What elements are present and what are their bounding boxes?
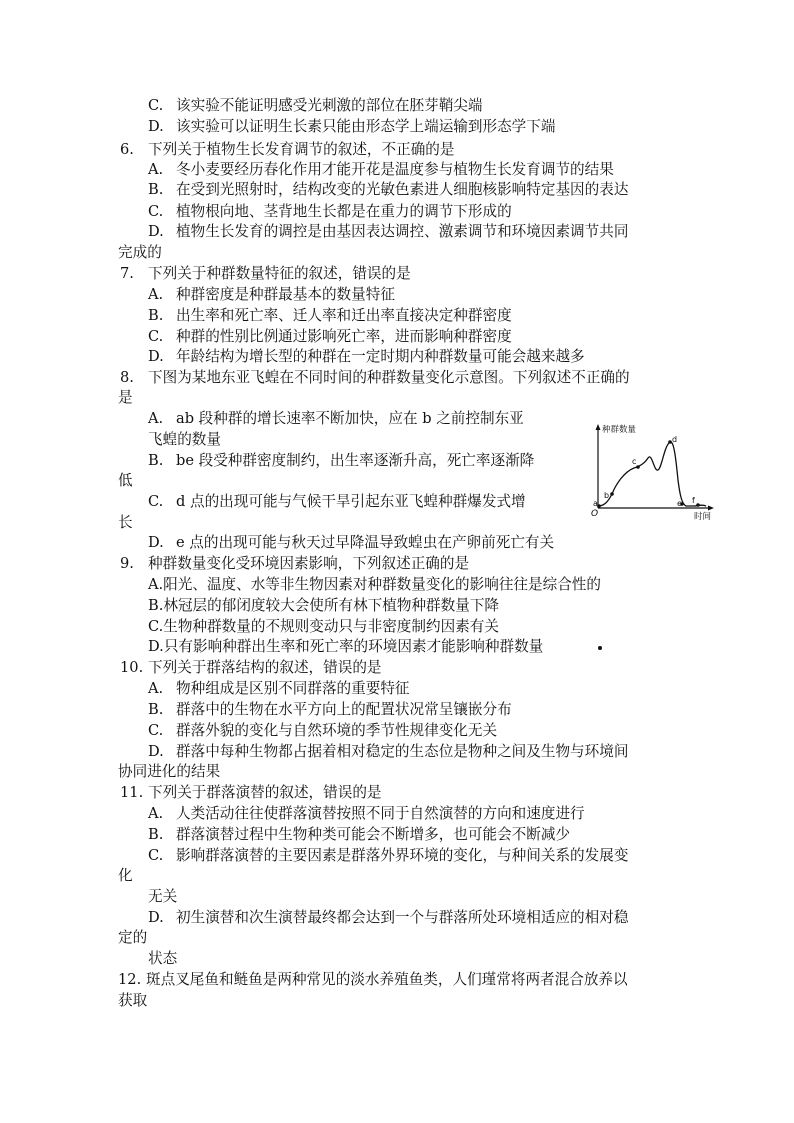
population-chart [586,420,716,524]
text-line [148,160,614,180]
question-number: 10. [120,659,144,676]
line-text: 物种组成是区别不同群落的重要特征 [176,680,410,697]
line-text: A.阳光、温度、水等非生物因素对种群数量变化的影响往往是综合性的 [148,576,601,593]
label-c: c [632,457,637,466]
label-b: b [604,491,610,500]
population-curve [598,442,706,506]
line-text: 种群的性别比例通过影响死亡率，进而影响种群密度 [176,328,512,345]
option-label: D. [148,534,164,551]
line-text: 下列关于植物生长发育调节的叙述，不正确的是 [148,141,455,158]
text-line [118,928,147,948]
stray-dot [598,646,602,650]
line-text: 在受到光照射时，结构改变的光敏色素进人细胞核影响特定基因的表达 [176,181,629,198]
text-line [148,846,628,866]
line-text: be 段受种群密度制约，出生率逐渐升高，死亡率逐渐降 [176,452,535,469]
line-text: 影响群落演替的主要因素是群落外界环境的变化，与种间关系的发展变 [176,847,629,864]
option-label: A. [148,410,164,427]
text-line [118,513,133,533]
option-label: A. [148,161,164,178]
text-line [148,451,534,471]
line-text: 该实验可以证明生长素只能由形态学上端运输到形态学下端 [176,118,556,135]
option-label: A. [148,805,164,822]
question-number: 11. [120,784,144,801]
text-line [120,264,411,284]
option-label: D. [148,743,164,760]
line-text: 该实验不能证明感受光刺激的部位在胚芽鞘尖端 [176,97,483,114]
line-text: 冬小麦要经历春化作用才能开花是温度参与植物生长发育调节的结果 [176,161,614,178]
label-f: f [692,496,695,505]
label-a: a [593,499,598,508]
text-line [148,430,221,450]
text-line [120,368,630,388]
option-label: C. [148,493,164,510]
line-text: 斑点叉尾鱼和鲢鱼是两种常见的淡水养殖鱼类，人们瑾常将两者混合放养以 [146,971,628,988]
line-text: 年龄结构为增长型的种群在一定时期内种群数量可能会越来越多 [176,348,585,365]
point-f [696,503,700,507]
option-label: B. [148,181,164,198]
option-label: C. [148,203,164,220]
x-axis-arrow [708,506,714,511]
text-line [148,285,395,305]
text-line [120,554,469,574]
text-line [120,140,454,160]
option-label: C. [148,328,164,345]
text-line [148,347,585,367]
text-line [148,96,482,116]
text-line [118,866,133,886]
text-line [148,492,526,512]
line-text: 下列关于种群数量特征的叙述，错误的是 [148,265,411,282]
option-label: C. [148,847,164,864]
text-line [148,637,543,657]
text-line [148,533,554,553]
text-line [148,721,497,741]
text-line [148,804,585,824]
point-c [636,465,640,469]
line-text: 植物根向地、茎背地生长都是在重力的调节下形成的 [176,203,512,220]
line-text: 长 [118,514,133,531]
line-text: 完成的 [118,244,162,261]
option-label: D. [148,223,164,240]
text-line [148,117,555,137]
text-line [118,991,147,1011]
line-text: e 点的出现可能与秋天过早降温导致蝗虫在产卵前死亡有关 [176,534,555,551]
text-line [148,180,628,200]
text-line [148,575,601,595]
question-number: 12. [118,971,142,988]
text-line [148,679,410,699]
question-number: 8. [120,369,134,386]
option-label: C. [148,97,164,114]
text-line [148,202,512,222]
option-label: A. [148,286,164,303]
line-text: 状态 [148,950,178,967]
line-text: ab 段种群的增长速率不断加快，应在 b 之前控制东亚 [176,410,524,427]
text-line [148,306,512,326]
line-text: 植物生长发育的调控是由基因表达调控、激素调节和环境因素调节共同 [176,223,629,240]
option-label: D. [148,118,164,135]
text-line [148,949,177,969]
text-line [148,617,499,637]
label-e: e [677,499,682,508]
line-text: 是 [118,389,133,406]
line-text: 初生演替和次生演替最终都会达到一个与群落所处环境相适应的相对稳 [176,909,629,926]
line-text: 人类活动往往使群落演替按照不同于自然演替的方向和速度进行 [176,805,585,822]
text-line [148,222,628,242]
question-number: 7. [120,265,134,282]
text-line [148,825,570,845]
line-text: 无关 [148,888,178,905]
y-axis-label: 种群数量 [602,425,637,435]
text-line [118,243,162,263]
label-d: d [672,435,678,444]
line-text: 种群密度是种群最基本的数量特征 [176,286,395,303]
line-text: 飞蝗的数量 [148,431,221,448]
line-text: B.林冠层的郁闭度较大会使所有林下植物种群数量下降 [148,597,500,614]
text-line [118,970,628,990]
option-label: B. [148,701,164,718]
text-line [148,327,512,347]
option-label: D. [148,909,164,926]
text-line [148,908,628,928]
option-label: B. [148,826,164,843]
text-line [148,596,499,616]
text-line [118,762,220,782]
line-text: 低 [118,472,133,489]
line-text: 下图为某地东亚飞蝗在不同时间的种群数量变化示意图。下列叙述不正确的 [148,369,630,386]
option-label: B. [148,452,164,469]
point-b [610,492,614,496]
line-text: C.生物种群数量的不规则变动只与非密度制约因素有关 [148,618,499,635]
question-number: 9. [120,555,134,572]
text-line [148,887,177,907]
origin-label: O [591,509,599,519]
x-axis-label: 时间 [694,512,712,522]
line-text: 群落演替过程中生物种类可能会不断增多，也可能会不断减少 [176,826,571,843]
text-line [118,388,133,408]
text-line [120,658,382,678]
line-text: 出生率和死亡率、迁人率和迁出率直接决定种群密度 [176,307,512,324]
question-number: 6. [120,141,134,158]
line-text: 种群数量变化受环境因素影响，下列叙述正确的是 [148,555,470,572]
line-text: 群落中的生物在水平方向上的配置状况常呈镶嵌分布 [176,701,512,718]
option-label: A. [148,680,164,697]
text-line [148,742,628,762]
line-text: D.只有影响种群出生率和死亡率的环境因素才能影响种群数量 [148,638,544,655]
text-line [148,409,524,429]
y-axis-arrow [596,424,601,430]
text-line [148,700,512,720]
option-label: D. [148,348,164,365]
text-line [120,783,382,803]
line-text: 群落外貌的变化与自然环境的季节性规律变化无关 [176,722,498,739]
option-label: B. [148,307,164,324]
line-text: 化 [118,867,133,884]
option-label: C. [148,722,164,739]
line-text: 获取 [118,992,148,1009]
line-text: 下列关于群落演替的叙述，错误的是 [148,784,382,801]
line-text: 下列关于群落结构的叙述，错误的是 [148,659,382,676]
text-line [118,471,133,491]
line-text: d 点的出现可能与气候干旱引起东亚飞蝗种群爆发式增 [176,493,526,510]
line-text: 协同进化的结果 [118,763,221,780]
line-text: 群落中每种生物都占据着相对稳定的生态位是物种之间及生物与环境间 [176,743,629,760]
line-text: 定的 [118,929,148,946]
